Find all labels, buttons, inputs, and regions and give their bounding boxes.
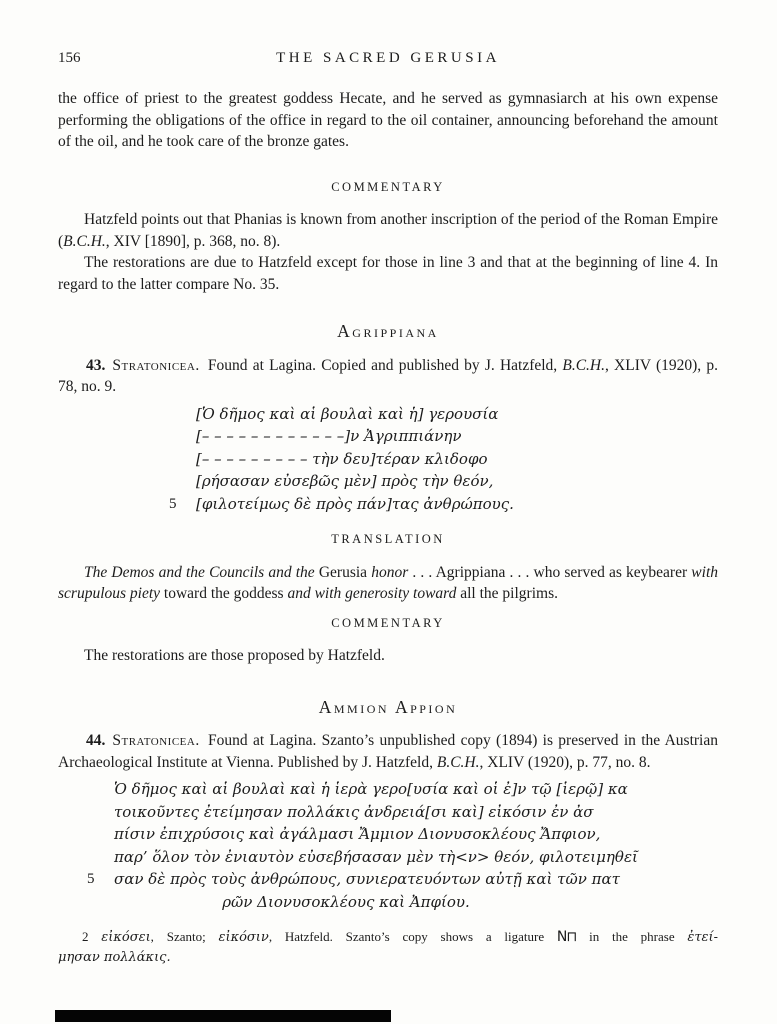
text-segment: B.C.H.	[63, 232, 106, 250]
page-number: 156	[58, 50, 81, 66]
text-segment: Stratonicea.	[112, 356, 200, 374]
text-segment: 44.	[86, 732, 106, 749]
greek-inscription-line	[169, 493, 718, 516]
section-heading-ammion-appion: Ammion Appion	[318, 696, 458, 717]
text-segment: , XLIV (1920), p. 78, no. 9.	[58, 356, 718, 395]
footnote-line-2	[58, 947, 718, 967]
text-segment: B.C.H.	[436, 753, 480, 771]
text-segment: Ν⊓	[556, 929, 577, 945]
text-segment: 43.	[86, 356, 106, 374]
text-segment: Found at Lagina. Copied and published by J. Hatzfeld,	[202, 356, 563, 374]
greek-text: ρῶν Διονυσοκλέους καὶ Ἀπφίου.	[222, 892, 470, 911]
text-segment: , Szanto;	[150, 929, 219, 944]
text-segment: all the pilgrims.	[456, 585, 558, 602]
commentary-paragraph-1	[58, 209, 718, 252]
text-segment: ἐτεί-	[687, 930, 719, 945]
greek-inscription-line	[114, 891, 698, 914]
text-segment: εἰκόσει	[101, 930, 151, 945]
opening-paragraph: the office of priest to the greatest goddess Hecate, and he served as gymnasiarch at his own expense performing the obligations of the office in regard to the oil container, announcing beforehand the amount of the oil, and he took care of the bronze gates.	[58, 90, 718, 150]
text-segment: , Hatzfeld. Szanto’s copy shows a ligature	[268, 929, 557, 944]
text-segment: B.C.H.	[562, 356, 605, 374]
greek-inscription-line	[196, 470, 718, 493]
page-header	[58, 48, 718, 70]
text-segment: Found at Lagina. Szanto’s unpublished copy (1894) is preserved in the Austrian Archaeological Institute at Vienna. Published by J. Hatzfeld,	[58, 732, 718, 771]
greek-inscription-44	[87, 778, 698, 913]
entry-43-citation	[58, 355, 718, 398]
greek-text: πίσιν ἐπιχρύσοις καὶ ἀγάλμασι Ἄμμιον Διονυσοκλέους Ἄπφιον,	[114, 825, 601, 843]
greek-text: τοικοῦντες ἐτείμησαν πολλάκις ἀνδρειά[σι καὶ] εἰκόσιν ἐν ἀσ	[114, 802, 594, 821]
greek-inscription-43	[169, 403, 718, 516]
text-segment: , XLIV (1920), p. 77, no. 8.	[479, 753, 651, 771]
greek-text: παρ’ ὅλον τὸν ἐνιαυτὸν εὐσεβήσασαν μὲν τὴ<ν> θεόν, φιλοτειμηθεῖ	[114, 847, 638, 866]
greek-inscription-line	[114, 778, 698, 801]
text-segment: The Demos and the Councils and the	[84, 563, 319, 581]
text-segment: Stratonicea.	[112, 732, 200, 749]
greek-inscription-line	[114, 846, 698, 869]
greek-text: [ρήσασαν εὐσεβῶς μὲν] πρὸς τὴν θεόν,	[196, 472, 494, 490]
text-segment: toward the goddess	[160, 585, 288, 602]
greek-inscription-line	[114, 801, 698, 824]
greek-inscription-line	[196, 425, 718, 448]
text-segment: Gerusia	[318, 563, 372, 581]
greek-inscription-line	[196, 448, 718, 471]
text-segment: εἰκόσιν	[218, 930, 269, 945]
greek-text: [φιλοτείμως δὲ πρὸς πάν]τας ἀνθρώπους.	[196, 494, 514, 513]
greek-text: Ὁ δῆμος καὶ αἱ βουλαὶ καὶ ἡ ἱερὰ γερο[υσία καὶ οἱ ἐ]ν τῷ [ἱερῷ] κα	[114, 780, 628, 798]
text-segment: Hatzfeld points out that Phanias is known from another inscription of the period of the Roman Empire (	[58, 211, 718, 250]
text-segment: and with generosity toward	[287, 585, 457, 602]
entry-44-citation	[58, 730, 718, 773]
section-heading-agrippiana: Agrippiana	[337, 321, 439, 341]
text-segment: honor	[371, 563, 409, 581]
footnote-line-1	[58, 927, 718, 947]
text-segment: , XIV [1890], p. 368, no. 8).	[105, 232, 281, 250]
text-segment: with scrupulous piety	[58, 563, 718, 602]
translation-heading: TRANSLATION	[331, 532, 445, 546]
greek-text: σαν δὲ πρὸς τοὺς ἀνθρώπους, συνιερατευόντων αὐτῇ καὶ τῶν πατ	[114, 870, 620, 888]
greek-text: [– – – – – – – – – – – –]ν Ἀγριππιάνην	[196, 427, 462, 445]
text-segment: in the phrase	[576, 929, 688, 944]
greek-inscription-line	[87, 868, 698, 891]
text-segment: . . . Agrippiana . . . who served as keybearer	[408, 563, 692, 581]
translation-paragraph	[58, 562, 718, 605]
footnote	[58, 927, 718, 967]
entry-43-commentary: The restorations are those proposed by Hatzfeld.	[84, 647, 385, 664]
commentary-paragraph-2: The restorations are due to Hatzfeld except for those in line 3 and that at the beginning of line 4. In regard to the latter compare No. 35.	[58, 254, 718, 293]
greek-text: [Ὁ δῆμος καὶ αἱ βουλαὶ καὶ ἡ] γερουσία	[196, 404, 499, 423]
text-segment: 2	[82, 929, 102, 944]
line-number: 5	[169, 495, 177, 512]
running-title: THE SACRED GERUSIA	[276, 50, 500, 66]
text-segment: μησαν πολλάκις.	[58, 950, 171, 965]
commentary-heading-1: COMMENTARY	[331, 179, 445, 194]
scan-artifact-bar	[55, 1010, 391, 1022]
greek-inscription-line	[196, 403, 718, 426]
greek-inscription-line	[114, 823, 698, 846]
line-number: 5	[87, 871, 95, 887]
greek-text: [– – – – – – – – – τὴν δευ]τέραν κλιδοφο	[196, 449, 488, 468]
commentary-heading-2: COMMENTARY	[331, 615, 445, 630]
